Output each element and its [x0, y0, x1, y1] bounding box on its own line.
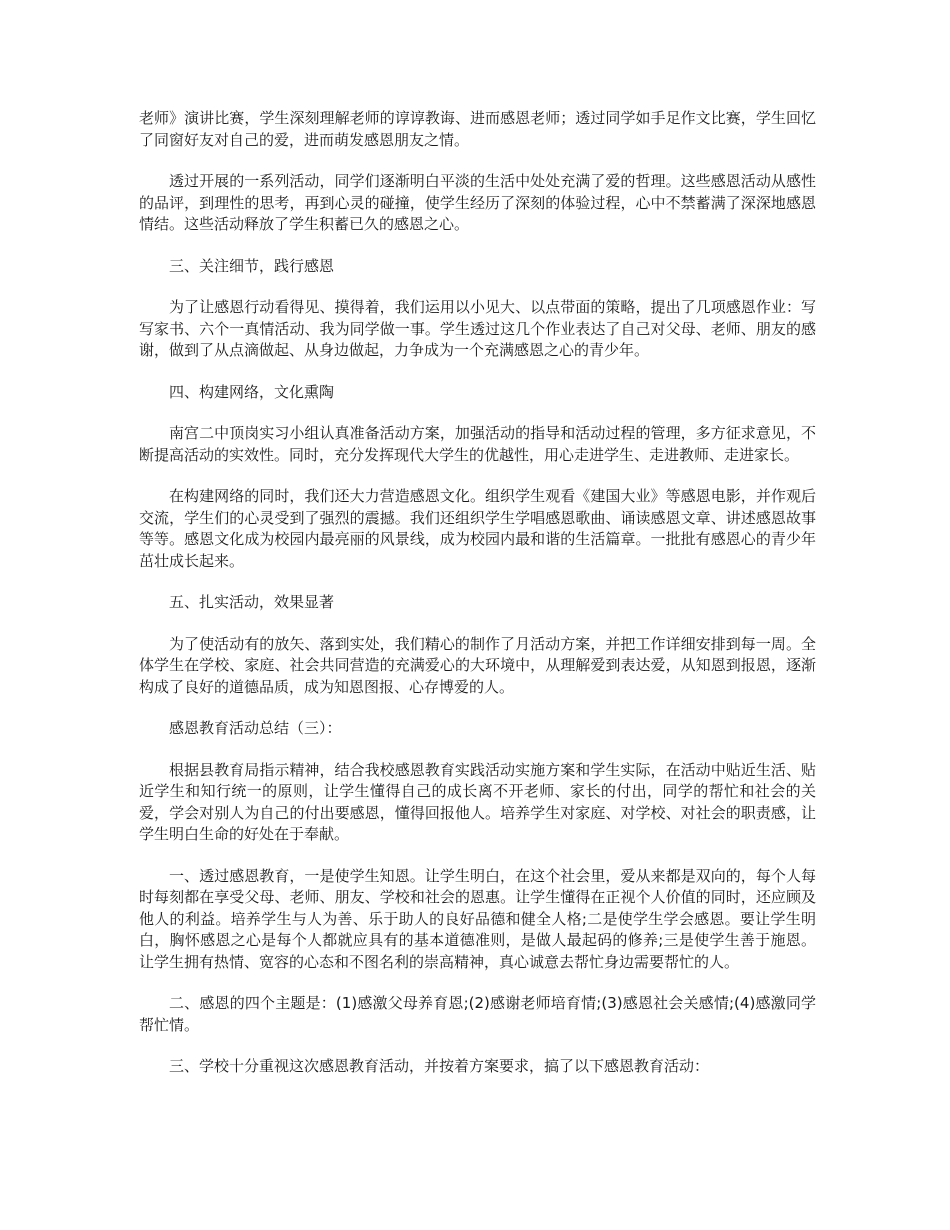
- paragraph-point-two: 二、感恩的四个主题是：(1)感激父母养育恩;(2)感谢老师培育情;(3)感恩社会关感情;(4)感激同学帮忙情。: [139, 994, 816, 1034]
- summary-three-title: 感恩教育活动总结（三）：: [169, 719, 342, 737]
- section-heading-3: 三、关注细节，践行感恩: [169, 256, 335, 275]
- section-heading-4: 四、构建网络，文化熏陶: [169, 382, 335, 401]
- paragraph-gratitude-culture: 在构建网络的同时，我们还大力营造感恩文化。组织学生观看《建国大业》等感恩电影，并作观后交流，学生们的心灵受到了强烈的震撼。我们还组织学生学唱感恩歌曲、诵读感恩文章、讲述感恩故事等等。感恩文化成为校园内最亮丽的风景线，成为校园内最和谐的生活篇章。一批批有感恩心的青少年茁壮成长起来。: [139, 487, 816, 570]
- section-heading-5: 五、扎实活动，效果显著: [169, 593, 335, 611]
- paragraph-point-one: 一、透过感恩教育，一是使学生知恩。让学生明白，在这个社会里，爱从来都是双向的，每个人每时每刻都在享受父母、老师、朋友、学校和社会的恩惠。让学生懂得在正视个人价值的同时，还应顾及他人的利益。培养学生与人为善、乐于助人的良好品德和健全人格;二是使学生学会感恩。要让学生明白，胸怀感恩之心是每个人都就应具有的基本道德准则，是做人最起码的修养;三是使学生善于施恩。让学生拥有热情、宽容的心态和不图名利的崇高精神，真心诚意去帮忙身边需要帮忙的人。: [139, 866, 816, 971]
- paragraph-gratitude-homework: 为了让感恩行动看得见、摸得着，我们运用以小见大、以点带面的策略，提出了几项感恩作业：写写家书、六个一真情活动、我为同学做一事。学生透过这几个作业表达了自己对父母、老师、朋友的感谢，做到了从点滴做起、从身边做起，力争成为一个充满感恩之心的青少年。: [139, 298, 816, 359]
- document-page: [139, 108, 816, 1098]
- paragraph-monthly-plan: 为了使活动有的放矢、落到实处，我们精心的制作了月活动方案，并把工作详细安排到每一周。全体学生在学校、家庭、社会共同营造的充满爱心的大环境中，从理解爱到表达爱，从知恩到报恩，逐渐构成了良好的道德品质，成为知恩图报、心存博爱的人。: [139, 634, 816, 696]
- paragraph-internship-group: 南宫二中顶岗实习小组认真准备活动方案，加强活动的指导和活动过程的管理，多方征求意见，不断提高活动的实效性。同时，充分发挥现代大学生的优越性，用心走进学生、走进教师、走进家长。: [139, 424, 816, 464]
- paragraph-activities-summary: 透过开展的一系列活动，同学们逐渐明白平淡的生活中处处充满了爱的哲理。这些感恩活动从感性的品评，到理性的思考，再到心灵的碰撞，使学生经历了深刻的体验过程，心中不禁蓄满了深深地感恩情结。这些活动释放了学生积蓄已久的感恩之心。: [139, 172, 816, 233]
- paragraph-county-instructions: 根据县教育局指示精神，结合我校感恩教育实践活动实施方案和学生实际，在活动中贴近生活、贴近学生和知行统一的原则，让学生懂得自己的成长离不开老师、家长的付出，同学的帮忙和社会的关爱，学会对别人为自己的付出要感恩，懂得回报他人。培养学生对家庭、对学校、对社会的职责感，让学生明白生命的好处在于奉献。: [139, 760, 816, 843]
- paragraph-speech-contest: 老师》演讲比赛，学生深刻理解老师的谆谆教诲、进而感恩老师；透过同学如手足作文比赛，学生回忆了同窗好友对自己的爱，进而萌发感恩朋友之情。: [139, 109, 816, 149]
- paragraph-point-three: 三、学校十分重视这次感恩教育活动，并按着方案要求，搞了以下感恩教育活动：: [169, 1057, 710, 1075]
